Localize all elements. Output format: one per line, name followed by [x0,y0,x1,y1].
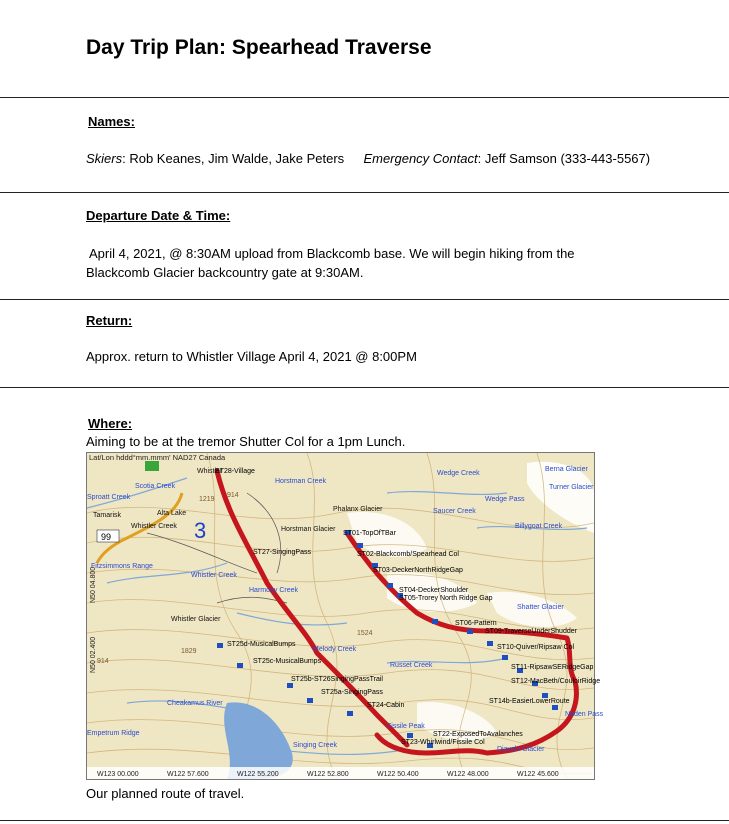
place-label: Fitzsimmons Range [91,563,153,570]
place-label: Wedge Creek [437,470,480,477]
waypoint-label: ST23-Whirlwind/Fissile Col [401,739,485,746]
waypoint-label: ST25b-ST26SingingPassTrail [291,676,383,683]
departure-text [86,244,575,282]
waypoint-label: ST09-TraverseUnderShudder [485,628,577,635]
departure-line-1: April 4, 2021, @ 8:30AM upload from Blackcomb base. We will begin hiking from the [89,246,575,261]
place-label: Diavolo Glacier [497,746,545,753]
place-label: Fissile Peak [387,723,425,730]
waypoint-label: ST11-RipsawSERidgeGap [511,664,594,671]
elevation-label: 914 [227,492,239,499]
handwritten-number: 3 [194,518,207,543]
bottom-coord: W122 48.000 [447,771,489,778]
return-text: Approx. return to Whistler Village April 4, 2021 @ 8:00PM [86,349,417,364]
divider [0,97,729,98]
waypoint-label: ST01-TopOfTBar [343,530,396,537]
place-label: Horstman Creek [275,478,326,485]
green-marker [145,461,159,471]
place-label: Singing Creek [293,742,337,749]
emergency-contact-value: : Jeff Samson (333-443-5567) [477,151,651,166]
waypoint-label: ST04-DeckerShoulder [399,587,469,594]
waypoint-label: ST25d-MusicalBumps [227,641,296,648]
waypoint-label: ST14b-EasierLowerRoute [489,698,570,705]
place-label: Alta Lake [157,510,187,517]
place-label: Billygoat Creek [515,523,563,530]
place-label: Scotia Creek [135,483,176,490]
place-label: Sproatt Creek [87,494,131,501]
elevation-label: 1524 [357,630,373,637]
elevation-label: 1219 [199,496,215,503]
place-label: Tamarisk [93,512,122,519]
waypoint-label: ST10-Quiver/Ripsaw Col [497,644,575,651]
place-label: Russet Creek [390,662,433,669]
bottom-coord: W122 45.600 [517,771,559,778]
waypoint-label: ST28-Village [215,468,255,475]
waypoint-label: ST25a-SingingPass [321,689,383,696]
bottom-coord: W123 00.000 [97,771,139,778]
map-header: Lat/Lon hddd°mm.mmm' NAD27 Canada [89,453,226,462]
place-label: Melody Creek [313,646,357,653]
bottom-coord: W122 57.600 [167,771,209,778]
departure-heading: Departure Date & Time: [86,208,231,223]
emergency-contact-label: Emergency Contact [363,151,478,166]
divider [0,387,729,388]
place-label: Saucer Creek [433,508,476,515]
divider [0,299,729,300]
place-label: Whistler Creek [191,572,237,579]
waypoint-label: ST02-Blackcomb/Spearhead Col [357,551,459,558]
page-title: Day Trip Plan: Spearhead Traverse [86,36,432,59]
place-label: Whistler Creek [131,523,177,530]
names-heading: Names: [88,114,135,129]
names-line [86,149,650,168]
place-label: Harmony Creek [249,587,299,594]
bottom-coord: W122 50.400 [377,771,419,778]
bottom-coord: W122 55.200 [237,771,279,778]
waypoint-label: ST24-Cabin [367,702,405,709]
place-label: Whistler [197,468,223,475]
place-label: Phalanx Glacier [333,506,383,513]
waypoint-label: ST25c-MusicalBumps [253,658,322,665]
where-text: Aiming to be at the tremor Shutter Col for a 1pm Lunch. [86,434,406,449]
place-label: Shatter Glacier [517,604,564,611]
map-caption: Our planned route of travel. [86,786,245,801]
highway-number: 99 [101,532,112,542]
waypoint-label: ST22-ExposedToAvalanches [433,731,523,738]
divider [0,192,729,193]
waypoint-label: ST27-SingingPass [253,549,311,556]
place-label: Berna Glacier [545,466,588,473]
left-coord: N50 04.800 [90,566,97,603]
place-label: Turner Glacier [549,484,594,491]
place-label: Horstman Glacier [281,526,336,533]
elevation-label: 914 [97,658,109,665]
departure-line-2: Blackcomb Glacier backcountry gate at 9:30AM. [86,265,364,280]
place-label: Empetrum Ridge [87,730,140,737]
place-label: Whistler Glacier [171,616,221,623]
place-label: Wedge Pass [485,496,525,503]
place-label: Cheakamus River [167,700,223,707]
waypoint-label: ST12-MacBeth/CouloirRidge [511,678,601,685]
skiers-label: Skiers [86,151,123,166]
left-coord: N50 02.400 [90,636,97,673]
bottom-coord: W122 52.800 [307,771,349,778]
return-heading: Return: [86,313,133,328]
elevation-label: 1829 [181,648,197,655]
place-label: Naden Pass [565,711,604,718]
route-map [86,452,604,780]
waypoint-label: ST03-DeckerNorthRidgeGap [373,567,463,574]
where-heading: Where: [88,416,133,431]
waypoint-label: ST06-Pattern [455,620,497,627]
skiers-value: : Rob Keanes, Jim Walde, Jake Peters [122,151,345,166]
waypoint-label: ST05-Trorey North Ridge Gap [399,595,493,602]
divider [0,820,729,821]
